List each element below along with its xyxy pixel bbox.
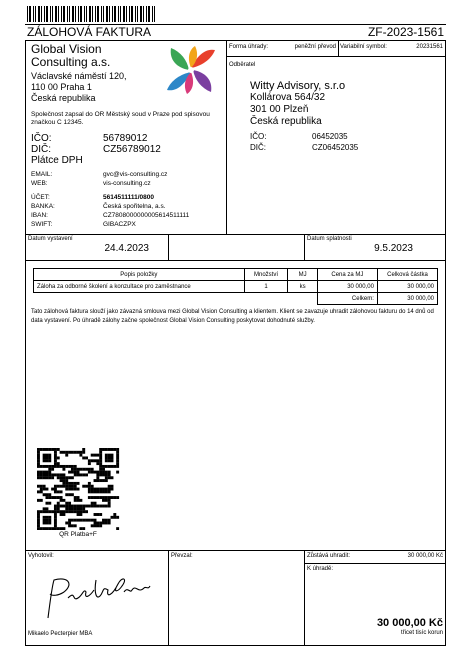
variable-symbol: 20231561 [416, 44, 443, 50]
qr-caption: QR Platba+F [59, 531, 97, 538]
issue-date-label: Datum vystavení [28, 236, 73, 242]
web-link[interactable]: vis-consulting.cz [103, 180, 151, 187]
issued-by-name: Mikaelo Pecterpier MBA [28, 631, 93, 637]
payment-method: peněžní převod [294, 44, 336, 50]
supplier-address: Václavské náměstí 120, 110 00 Praha 1 Česká republika [31, 71, 127, 103]
due-date: 9.5.2023 [374, 243, 413, 254]
issued-by-label: Vyhotovil: [28, 553, 54, 559]
to-pay-words: třicet tisíc korun [400, 630, 443, 636]
qr-payment-code [33, 448, 123, 530]
received-by-label: Převzal: [171, 553, 193, 559]
customer-label: Odběratel [229, 62, 256, 68]
to-pay-label: K úhradě: [307, 566, 334, 572]
company-logo [164, 44, 218, 96]
register-note: Společnost zapsal do OR Městský soud v Praze pod spisovou značkou C 12345. [31, 111, 210, 126]
document-title: ZÁLOHOVÁ FAKTURA [27, 25, 152, 39]
customer-ids: IČO: 06452035 DIČ: CZ06452035 [250, 132, 359, 152]
invoice-note: Tato zálohová faktura slouží jako závazná smlouva mezi Global Vision Consulting a klientem. Klient se zavazuje uhradit zálohovou fakturu do 14 dnů od data vystavení. Po úhradě zálohy začne společnost Global Vision Consulting poskytovat dohodnuté služby. [31, 309, 434, 324]
remaining-amount: 30 000,00 Kč [407, 553, 443, 559]
remaining-label: Zůstává uhradit: [307, 553, 351, 559]
invoice-number: ZF-2023-1561 [367, 25, 444, 39]
supplier-bank: ÚČET: 5614511111/0800 BANKA: Česká spořitelna, a.s. IBAN: CZ7808000000005614511111 SWIFT: GIBACZPX [31, 194, 190, 228]
variable-symbol-label: Variabilní symbol: [340, 44, 387, 50]
customer-address: Witty Advisory, s.r.o Kollárova 564/32 301 00 Plzeň Česká republika [250, 80, 346, 127]
items-table [33, 268, 438, 305]
supplier-contacts: EMAIL: gvc@vis-consulting.cz WEB: vis-consulting.cz [31, 171, 168, 187]
supplier-ids: IČO: 56789012 DIČ: CZ56789012 Plátce DPH [31, 133, 161, 166]
due-date-label: Datum splatnosti [307, 236, 352, 242]
table-row: Záloha za odborné školení a konzultace pro zaměstnance 1 ks 30 000,00 30 000,00 [34, 281, 438, 293]
signature [38, 572, 153, 622]
barcode [27, 6, 159, 22]
to-pay-amount: 30 000,00 Kč [376, 617, 443, 629]
payment-method-label: Forma úhrady: [229, 44, 269, 50]
supplier-name: Global Vision Consulting a.s. [31, 42, 111, 69]
issue-date: 24.4.2023 [104, 243, 149, 254]
table-total-row: Celkem: 30 000,00 [34, 293, 438, 305]
email-link[interactable]: gvc@vis-consulting.cz [103, 171, 168, 178]
items-table-header: Popis položky Množství MJ Cena za MJ Celková částka [34, 269, 438, 281]
